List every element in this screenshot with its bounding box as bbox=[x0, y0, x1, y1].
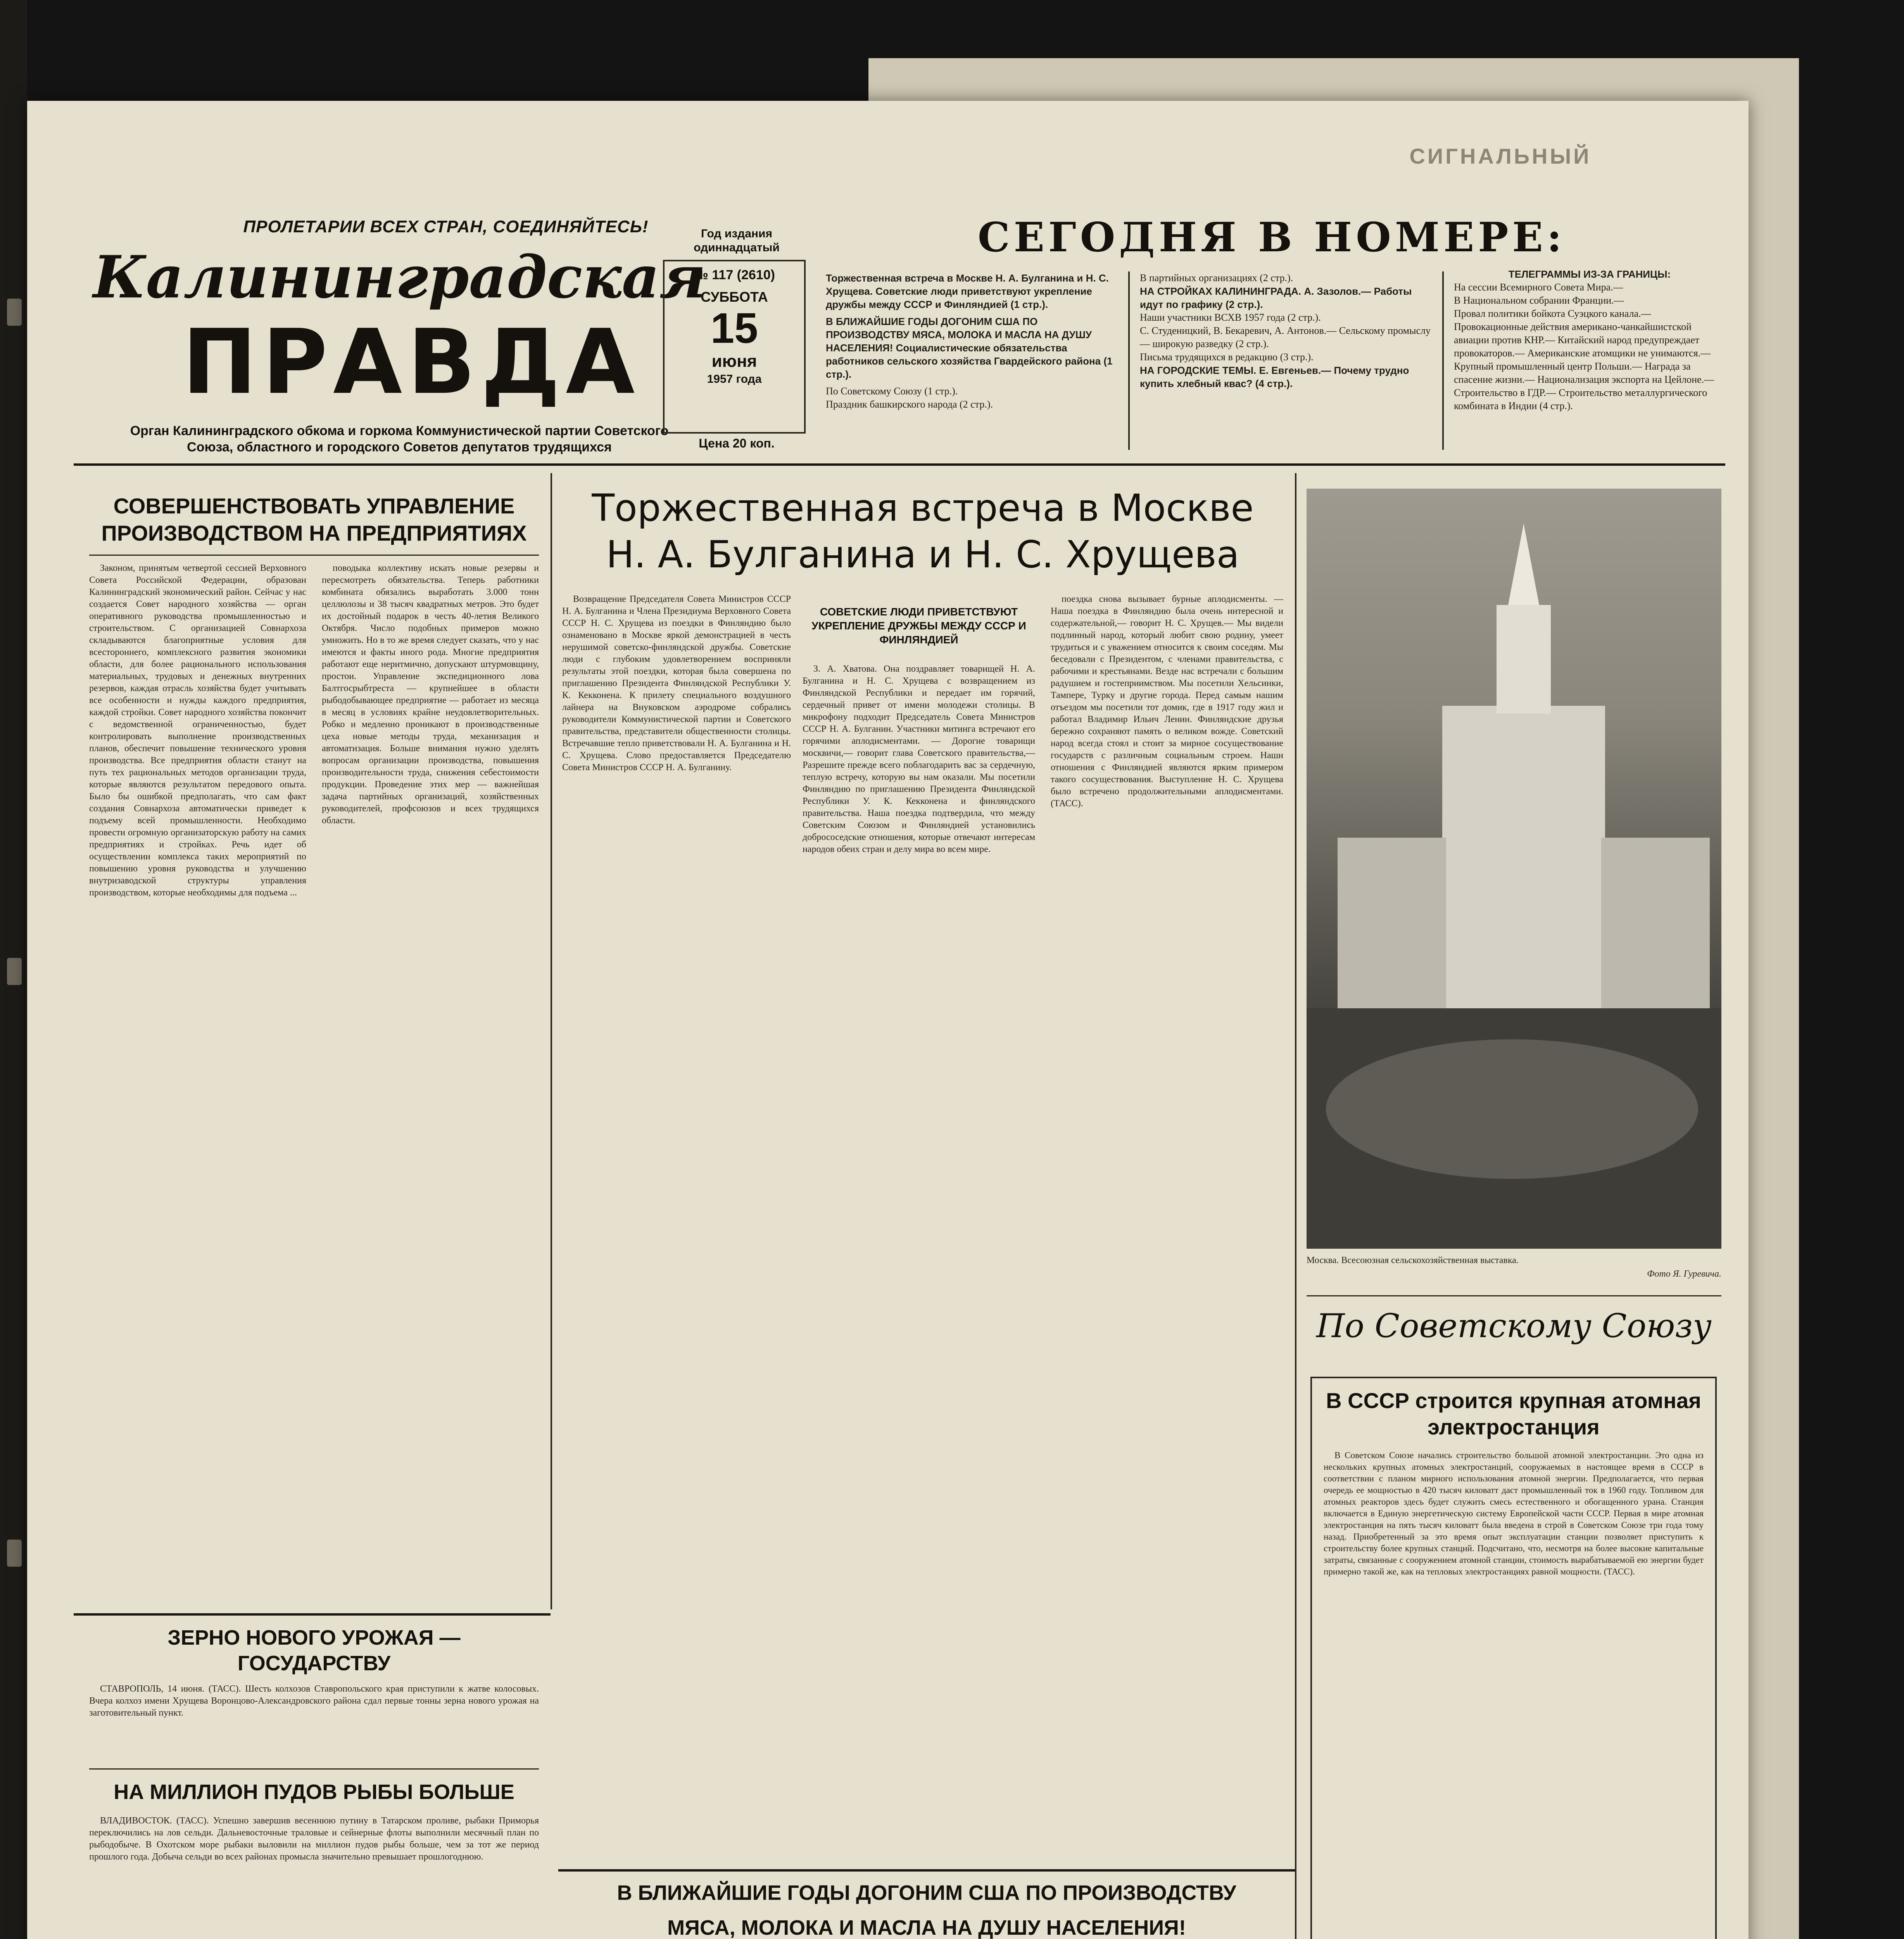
today-item: Провал политики бойкота Суэцкого канала.— Провокационные действия американо-чанкайшистской авиации против КНР.— Китайский народ предупреждает провокаторов.— Американские атомщики не унимаются.— Крупный промышленный центр Польши.— Награда за спасение жизни.— Национализация экспорта на Цейлоне.— Строительство в ГДР.— Строительство металлургического комбината в Индии (4 стр.). bbox=[1454, 308, 1714, 411]
atom-title: В СССР строится крупная атомная электростанция bbox=[1326, 1388, 1701, 1439]
today-col2 bbox=[1140, 271, 1434, 390]
column-rule bbox=[1128, 271, 1130, 450]
atom-box bbox=[1310, 1377, 1717, 1939]
editorial-title: СОВЕРШЕНСТВОВАТЬ УПРАВЛЕНИЕ ПРОИЗВОДСТВОМ НА ПРЕДПРИЯТИЯХ bbox=[101, 494, 527, 545]
fish-title: НА МИЛЛИОН ПУДОВ РЫБЫ БОЛЬШЕ bbox=[114, 1780, 514, 1804]
editorial-text: Законом, принятым четвертой сессией Верховного Совета Российской Федерации, образован Калининградский экономический район. Сейчас у нас создается Совет народного хозяйства — орган оперативного руководства промышленностью и строительством. С организацией Совнархоза складываются благоприятные условия для всестороннего, комплексного развития экономики области, для более рационального использования материальных, трудовых и денежных внутренних резервов, каждая отрасль хозяйства будет учитывать все особенности и нужды каждого предприятия, каждой стройки. Совет народного хозяйства покончит с ведомственной ограниченностью, будет контролировать выполнение производственных планов, обеспечит повышение технического уровня производства. Все предприятия области станут на путь тех рациональных методов организации труда, которые являются результатом передового опыта. Было бы ошибкой предполагать, что сам факт создания Совнархоза автоматически приведет к подъему всей промышленности. Необходимо провести огромную организаторскую работу на самих предприятиях и стройках. Речь идет об осуществлении комплекса таких мероприятий по повышению уровня руководства и улучшению внутризаводской структуры управления производством, которые необходимы для подъема ... bbox=[89, 563, 306, 898]
photo-caption: Москва. Всесоюзная сельскохозяйственная выставка. bbox=[1307, 1255, 1519, 1265]
today-item: НА ГОРОДСКИЕ ТЕМЫ. Е. Евгеньев.— Почему трудно купить хлебный квас? (4 стр.). bbox=[1140, 365, 1409, 389]
harvest-title: ЗЕРНО НОВОГО УРОЖАЯ — ГОСУДАРСТВУ bbox=[167, 1626, 461, 1675]
fish-text: ВЛАДИВОСТОК. (ТАСС). Успешно завершив весеннюю путину в Татарском проливе, рыбаки Приморья переключились на лов сельди. Дальневосточные траловые и сейнерные флоты выполнили месячный план по рыбодобыче. В Охотском море рыбаки выловили на миллион пудов рыбы больше, чем за тот же период прошлого года. Добыча сельди во всех районах промысла значительно превышает прошлогоднюю. bbox=[89, 1816, 539, 1862]
editorial-col2 bbox=[322, 562, 539, 829]
binding-rod bbox=[7, 958, 22, 985]
atom-text: В Советском Союзе начались строительство большой атомной электростанции. Это одна из нескольких крупных атомных электростанций, сооружаемых в настоящее время в СССР в соответствии с планом мирного использования атомной энергии. Предполагается, что первая очередь ее мощностью в 420 тысяч киловатт даст промышленный ток в 1960 году. Топливом для атомных реакторов здесь будет служить смесь естественного и обогащенного урана. Станция включается в Единую энергетическую систему Европейской части СССР. Первая в мире атомная электростанция на пять тысяч киловатт была введена в строй в Советском Союзе три года тому назад. Приобретенный за это время опыт эксплуатации станции позволяет приступить к строительству более крупных станций. Подсчитано, что, несмотря на более высокие капитальные затраты, связанные с сооружением атомной станции, стоимость вырабатываемой ею энергии будет примерно такой же, как на тепловых электростанциях равной мощности. (ТАСС). bbox=[1324, 1450, 1704, 1576]
today-item: НА СТРОЙКАХ КАЛИНИНГРАДА. А. Зазолов.— Работы идут по графику (2 стр.). bbox=[1140, 285, 1412, 310]
editorial-text: поводыка коллективу искать новые резервы и пересмотреть обязательства. Теперь работники комбината обязались выработать 3.000 тонн целлюлозы и 38 тысяч квадратных метров. Это будет их достойный подарок в честь 40-летия Великого Октября. Число подобных примеров можно умножить. Но в то же время следует сказать, что у нас имеются и факты иного рода. Многие предприятия работают еще неритмично, допускают штурмовщину, простои. Управление экспедиционного лова Балтгосрыбтреста — крупнейшее в области рыбодобывающее предприятие — работает из месяца в месяц в условиях крайне неудовлетворительных. Робко и медленно проникают в производственные цеха новые методы труда, механизация и автоматизация. Больше внимания нужно уделять вопросам организации производства, повышения производительности труда, снижения себестоимости продукции. Проведение этих мер — важнейшая задача партийных организаций, хозяйственных руководителей, профсоюзов и всех трудящихся области. bbox=[322, 563, 539, 826]
title-line2: ПРАВДА bbox=[182, 311, 640, 414]
column-rule bbox=[551, 473, 552, 1609]
today-item: С. Студеницкий, В. Бекаревич, А. Антонов.— Сельскому промыслу — широкую разведку (2 стр.). bbox=[1140, 325, 1431, 349]
editorial-col1 bbox=[89, 562, 306, 901]
issue-number: № 117 (2610) bbox=[694, 268, 775, 282]
title-line1: Калининградская bbox=[93, 243, 706, 311]
today-item: Торжественная встреча в Москве Н. А. Булганина и Н. С. Хрущева. Советские люди приветствуют укрепление дружбы между СССР и Финляндией (1 стр.). bbox=[826, 272, 1109, 310]
newspaper-page bbox=[27, 101, 1749, 1939]
photo-credit: Фото Я. Гуревича. bbox=[1647, 1269, 1721, 1279]
today-item: По Советскому Союзу (1 стр.). bbox=[826, 385, 958, 397]
banner-line1: В БЛИЖАЙШИЕ ГОДЫ ДОГОНИМ США ПО ПРОИЗВОДСТВУ bbox=[617, 1881, 1236, 1904]
organ-line: Орган Калининградского обкома и горкома Коммунистической партии Советского Союза, областного и городского Советов депутатов трудящихся bbox=[130, 423, 669, 455]
masthead-rule bbox=[74, 463, 1725, 466]
rule bbox=[74, 1613, 551, 1616]
today-item: Письма трудящихся в редакцию (3 стр.). bbox=[1140, 351, 1314, 363]
lead-text: поездка снова вызывает бурные аплодисменты. — Наша поездка в Финляндию была очень интересной и содержательной,— говорит Н. С. Хрущев.— Мы видели подлинный народ, который любит свою родину, умеет трудиться и с уважением относится к своим соседям. Мы беседовали с Президентом, с членами правительства, с рабочими и крестьянами. Везде нас встречали с большим радушием и гостеприимством. Мы посетили Хельсинки, Тампере, Турку и другие города. Перед самым нашим отъездом мы посетили тот домик, где в 1917 году жил и работал Владимир Ильич Ленин. Финляндские друзья бережно сохраняют память о великом вожде. Советский народ всегда стоял и стоит за мирное сосуществование государств с различным социальным строем. Наши отношения с Финляндией являются ярким примером такого сосуществования. Выступление Н. С. Хрущева было встречено продолжительными аплодисментами. (ТАСС). bbox=[1051, 594, 1283, 809]
pavilion-illustration bbox=[1307, 489, 1721, 1249]
month: июня bbox=[711, 352, 757, 371]
today-item: На сессии Всемирного Совета Мира.— bbox=[1454, 282, 1623, 293]
harvest-body bbox=[89, 1683, 539, 1721]
binding-rod bbox=[7, 1540, 22, 1567]
lead-text: Возвращение Председателя Совета Министров СССР Н. А. Булганина и Члена Президиума Верховного Совета СССР Н. С. Хрущева из поездки в Финляндию было ознаменовано в Москве яркой демонстрацией в честь нерушимой советско-финляндской дружбы. Советские люди с глубоким удовлетворением восприняли результаты этой поездки, которая была совершена по приглашению Президента Финляндской Республики У. К. Кекконена. К прилету специального воздушного лайнера на Внуковском аэродроме собрались руководители Коммунистической партии и Советского правительства, представители общественности столицы. Встречавшие тепло приветствовали Н. А. Булганина и Н. С. Хрущева. Слово предоставляется Председателю Совета Министров СССР Н. А. Булганину. bbox=[562, 594, 791, 772]
today-heading: СЕГОДНЯ В НОМЕРЕ: bbox=[977, 213, 1566, 261]
lead-col3 bbox=[1051, 593, 1283, 812]
exhibition-photo bbox=[1307, 489, 1721, 1249]
today-item: Наши участники ВСХВ 1957 года (2 стр.). bbox=[1140, 312, 1321, 323]
fish-body bbox=[89, 1815, 539, 1865]
weekday: СУББОТА bbox=[701, 289, 768, 305]
today-item: В БЛИЖАЙШИЕ ГОДЫ ДОГОНИМ США ПО ПРОИЗВОДСТВУ МЯСА, МОЛОКА И МАСЛА НА ДУШУ НАСЕЛЕНИЯ! Социалистические обязательства работников сельского хозяйства Гвардейского района (1 стр.). bbox=[826, 316, 1113, 380]
today-col3 bbox=[1454, 268, 1725, 413]
price: Цена 20 коп. bbox=[699, 436, 775, 450]
lead-col1 bbox=[562, 593, 791, 776]
column-rule bbox=[1295, 473, 1296, 1939]
sovunion-heading: По Советскому Союзу bbox=[1316, 1307, 1712, 1345]
lead-title-1: Торжественная встреча в Москве bbox=[592, 486, 1254, 530]
banner-line2: МЯСА, МОЛОКА И МАСЛА НА ДУШУ НАСЕЛЕНИЯ! bbox=[667, 1916, 1186, 1939]
year-date: 1957 года bbox=[707, 373, 762, 385]
telegrams-heading: ТЕЛЕГРАММЫ ИЗ-ЗА ГРАНИЦЫ: bbox=[1508, 268, 1671, 280]
stamp-text: СИГНАЛЬНЫЙ bbox=[1409, 144, 1592, 168]
rule bbox=[558, 1869, 1295, 1872]
rule bbox=[1307, 1295, 1721, 1296]
lead-title-2: Н. А. Булганина и Н. С. Хрущева bbox=[606, 533, 1239, 576]
today-item: В Национальном собрании Франции.— bbox=[1454, 295, 1624, 306]
lead-subtitle: СОВЕТСКИЕ ЛЮДИ ПРИВЕТСТВУЮТ УКРЕПЛЕНИЕ ДРУЖБЫ МЕЖДУ СССР И ФИНЛЯНДИЕЙ bbox=[811, 606, 1026, 646]
rule bbox=[89, 1768, 539, 1770]
day: 15 bbox=[710, 304, 758, 352]
today-item: Праздник башкирского народа (2 стр.). bbox=[826, 399, 993, 410]
harvest-text: СТАВРОПОЛЬ, 14 июня. (ТАСС). Шесть колхозов Ставропольского края приступили к жатве колосовых. Вчера колхоз имени Хрущева Воронцово-Александровского района сдал первые тонны зерна нового урожая на заготовительный пункт. bbox=[89, 1684, 539, 1718]
lead-text: З. А. Хватова. Она поздравляет товарищей Н. А. Булганина и Н. С. Хрущева с возвращением из Финляндской Республики и передает им горячий, сердечный привет от имени молодежи столицы. В микрофону подходит Председатель Совета Министров СССР Н. А. Булганин. Участники митинга встречают его горячими аплодисментами. — Дорогие товарищи москвичи,— говорит глава Советского правительства,— Разрешите прежде всего поблагодарить вас за сердечную, теплую встречу, которую вы нам оказали. Мы посетили Финляндию по приглашению Президента Финляндской Республики У. К. Кекконена и финляндского правительства. Наша поездка подтвердила, что между Советским Союзом и Финляндией установились добрососедские отношения, которые отвечают интересам народов обеих стран и делу мира во всем мире. bbox=[803, 664, 1035, 854]
date-box bbox=[663, 260, 806, 434]
column-rule bbox=[1442, 271, 1444, 450]
rule bbox=[89, 555, 539, 556]
lead-col2 bbox=[803, 663, 1035, 858]
today-item: В партийных организациях (2 стр.). bbox=[1140, 272, 1293, 283]
year-of-issue: Год издания одиннадцатый bbox=[694, 227, 780, 254]
slogan: ПРОЛЕТАРИИ ВСЕХ СТРАН, СОЕДИНЯЙТЕСЬ! bbox=[243, 217, 649, 236]
binding-rod bbox=[7, 299, 22, 326]
today-col1 bbox=[826, 271, 1120, 411]
